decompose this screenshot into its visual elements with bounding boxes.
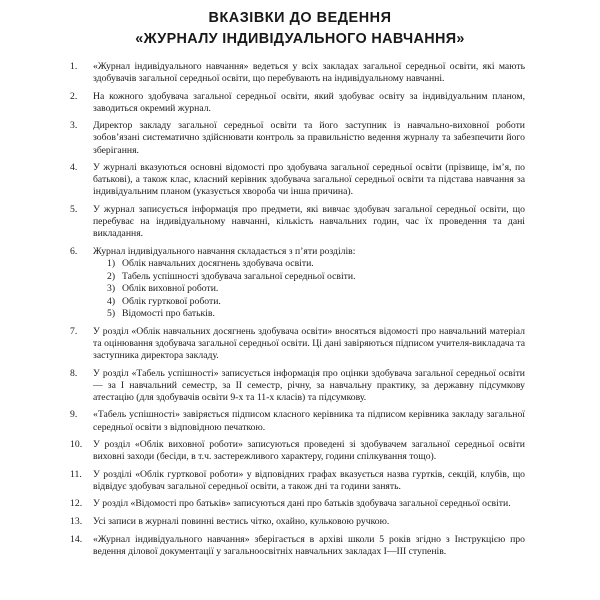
- list-item-text: «Журнал індивідуального навчання» ведеться у всіх закладах загальної середньої освіти, які мають здобувачів загальної середньої освіти, що перебувають на індивідуальному навчанні.: [93, 61, 525, 85]
- list-item: [70, 439, 525, 463]
- list-item-body: [93, 409, 525, 433]
- sub-list-item-number: 5): [107, 307, 116, 319]
- sub-list-item-text: Відомості про батьків.: [122, 307, 215, 319]
- list-item-body: [93, 61, 525, 85]
- list-item-body: [93, 326, 525, 362]
- list-item: [70, 204, 525, 240]
- list-item-text: У розділ «Відомості про батьків» записуються дані про батьків здобувача загальної середньої освіти.: [93, 498, 511, 510]
- sub-list-item: [107, 296, 525, 308]
- page-title-line-2: «ЖУРНАЛУ ІНДИВІДУАЛЬНОГО НАВЧАННЯ»: [135, 31, 465, 47]
- list-item-body: [93, 439, 525, 463]
- list-item-text: «Журнал індивідуального навчання» зберігається в архіві школи 5 років згідно з Інструкцією про ведення ділової документації у загальноосвітніх навчальних закладах I—III ступенів.: [93, 533, 525, 557]
- sub-list-item: [107, 271, 525, 283]
- list-item-number: 8.: [70, 367, 78, 379]
- list-item-body: [93, 368, 525, 404]
- list-item-text: У розділ «Облік виховної роботи» записуються проведені зі здобувачем загальної середньої освіти виховні заходи (бесіди, в т.ч. застережливого характеру, години спілкування тощо).: [93, 439, 525, 463]
- list-item-number: 10.: [70, 439, 83, 451]
- document-title-block: [0, 0, 600, 50]
- list-item: [70, 246, 525, 321]
- sub-list-item: [107, 308, 525, 320]
- list-item-number: 1.: [70, 61, 78, 72]
- sub-list-item-number: 2): [107, 270, 116, 282]
- list-item-number: 5.: [70, 203, 78, 215]
- sub-list-item-text: Табель успішності здобувача загальної середньої освіти.: [122, 270, 356, 282]
- list-item-text: Усі записи в журналі повинні вестись чітко, охайно, кульковою ручкою.: [93, 516, 390, 528]
- list-item-number: 3.: [70, 120, 78, 132]
- list-item: [70, 120, 525, 156]
- list-item: [70, 534, 525, 558]
- list-item-text: У розділ «Табель успішності» записується інформація про оцінки здобувача загальної середньої освіти — за I навчальний семестр, за II семестр, річну, за навчальну практику, за державну підсумкову атестацію (для здобувачів освіти 9-х та 11-х класів) та підсумкову.: [93, 367, 525, 403]
- instructions-list: [0, 61, 600, 558]
- sub-list-item: [107, 258, 525, 270]
- list-item: [70, 326, 525, 362]
- list-item-number: 7.: [70, 325, 78, 337]
- list-item-text: Журнал індивідуального навчання складається з п’яти розділів:: [93, 245, 356, 257]
- list-item-number: 6.: [70, 245, 78, 257]
- sub-list-item-number: 3): [107, 283, 116, 295]
- list-item-text: У розділ «Облік навчальних досягнень здобувача освіти» вносяться відомості про навчальний матеріал та оцінювання здобувача загальної середньої освіти. Ці дані завіряються підписом учителя-викладача та заступника директора закладу.: [93, 325, 525, 362]
- list-item-body: [93, 246, 525, 321]
- list-item-body: [93, 120, 525, 156]
- list-item: [70, 516, 525, 528]
- list-item-number: 12.: [70, 498, 83, 510]
- sub-list-item-number: 4): [107, 295, 116, 307]
- list-item-text: Директор закладу загальної середньої освіти та його заступник із навчально-виховної роботи зобов’язані систематично здійснювати контроль за правильністю ведення журналу та забезпечити його зберігання.: [93, 120, 525, 156]
- list-item-body: [93, 498, 525, 510]
- list-item-body: [93, 469, 525, 493]
- list-item: [70, 91, 525, 115]
- sub-list-item-text: Облік навчальних досягнень здобувача освіти.: [122, 258, 314, 270]
- list-item-body: [93, 516, 525, 528]
- list-item-number: 13.: [70, 516, 83, 528]
- list-item-number: 11.: [70, 468, 82, 480]
- list-item-number: 14.: [70, 533, 83, 545]
- page-title-line-1: ВКАЗІВКИ ДО ВЕДЕННЯ: [208, 10, 392, 26]
- sub-list-item: [107, 283, 525, 295]
- list-item: [70, 409, 525, 433]
- list-item-text: «Табель успішності» завіряється підписом класного керівника та підписом керівника закладу загальної середньої освіти з відповідною печаткою.: [93, 409, 525, 433]
- list-item-body: [93, 534, 525, 558]
- list-item-number: 2.: [70, 90, 78, 102]
- list-item: [70, 469, 525, 493]
- list-item-text: У розділі «Облік гурткової роботи» у відповідних графах вказується назва гуртків, секцій, клубів, що відвідує здобувач загальної середньої освіти, а також дні та години занять.: [93, 468, 525, 492]
- sub-list: [93, 258, 525, 320]
- list-item-text: У журнал записується інформація про предмети, які вивчає здобувач загальної середньої освіти, що перебуває на індивідуальному навчанні, кількість навчальних годин, час їх проведення та дані викладання.: [93, 203, 525, 240]
- list-item: [70, 61, 525, 85]
- list-item-body: [93, 162, 525, 198]
- list-item: [70, 498, 525, 510]
- list-item-number: 9.: [70, 409, 78, 421]
- list-item: [70, 162, 525, 198]
- sub-list-item-text: Облік виховної роботи.: [122, 283, 219, 295]
- list-item-number: 4.: [70, 162, 78, 174]
- list-item-body: [93, 204, 525, 240]
- list-item-text: На кожного здобувача загальної середньої освіти, який здобуває освіту за індивідуальним планом, заводиться окремий журнал.: [93, 90, 525, 114]
- sub-list-item-text: Облік гурткової роботи.: [122, 295, 221, 307]
- sub-list-item-number: 1): [107, 258, 116, 270]
- list-item: [70, 368, 525, 404]
- list-item-text: У журналі вказуються основні відомості про здобувача загальної середньої освіти (прізвище, ім’я, по батькові), а також клас, класний керівник здобувача загальної середньої освіти та підстава навчання за індивідуальним планом (указується хвороба чи інша причина).: [93, 162, 525, 198]
- list-item-body: [93, 91, 525, 115]
